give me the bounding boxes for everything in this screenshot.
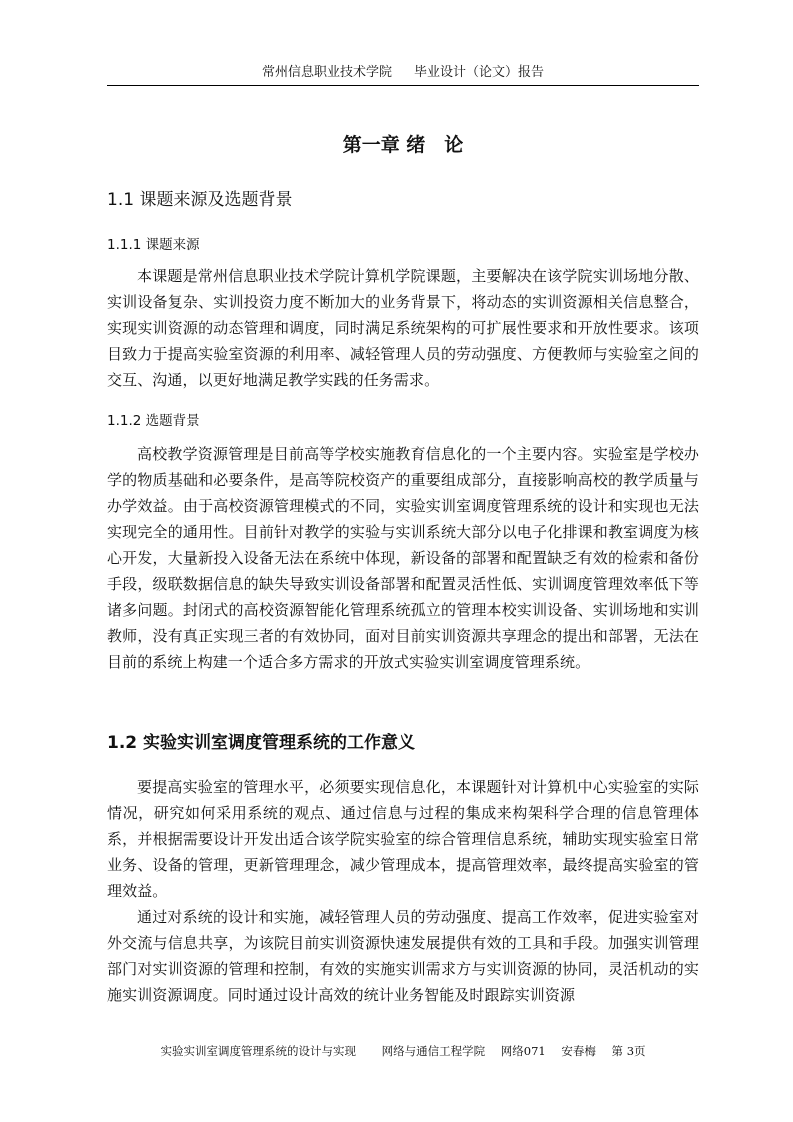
header-report-type: 毕业设计（论文）报告 [414, 65, 545, 80]
header-rule [107, 85, 699, 86]
subsection-heading-1-1-2: 1.1.2 选题背景 [107, 413, 200, 429]
page-footer [107, 1043, 699, 1059]
footer-author: 安春梅 [561, 1044, 596, 1058]
paragraph-significance-2: 通过对系统的设计和实施，减轻管理人员的劳动强度、提高工作效率，促进实验室对外交流与信息共享，为该院目前实训资源快速发展提供有效的工具和手段。加强实训管理部门对实训资源的管理和控制，有效的实施实训需求方与实训资源的协同，灵活机动的实施实训资源调度。同时通过设计高效的统计业务智能及时跟踪实训资源 [107, 908, 699, 1004]
paragraph-topic-source: 本课题是常州信息职业技术学院计算机学院课题，主要解决在该学院实训场地分散、实训设备复杂、实训投资力度不断加大的业务背景下，将动态的实训资源相关信息整合，实现实训资源的动态管理和调度，同时满足系统架构的可扩展性要求和开放性要求。该项目致力于提高实验室资源的利用率、减轻管理人员的劳动强度、方便教师与实验室之间的交互、沟通，以更好地满足教学实践的任务需求。 [107, 267, 699, 389]
footer-college: 网络与通信工程学院 [381, 1044, 486, 1058]
section-heading-1-2: 1.2 实验实训室调度管理系统的工作意义 [107, 733, 416, 753]
paragraph-topic-background: 高校教学资源管理是目前高等学校实施教育信息化的一个主要内容。实验室是学校办学的物质基础和必要条件，是高等院校资产的重要组成部分，直接影响高校的教学质量与办学效益。由于高校资源管理模式的不同，实验实训室调度管理系统的设计和实现也无法实现完全的通用性。目前针对教学的实验与实训系统大部分以电子化排课和教室调度为核心开发，大量新投入设备无法在系统中体现，新设备的部署和配置缺乏有效的检索和备份手段，级联数据信息的缺失导致实训设备部署和配置灵活性低、实训调度管理效率低下等诸多问题。封闭式的高校资源智能化管理系统孤立的管理本校实训设备、实训场地和实训教师，没有真正实现三者的有效协同，面对目前实训资源共享理念的提出和部署，无法在目前的系统上构建一个适合多方需求的开放式实验实训室调度管理系统。 [107, 445, 699, 671]
section-heading-1-1: 1.1 课题来源及选题背景 [107, 190, 293, 210]
subsection-heading-1-1-1: 1.1.1 课题来源 [107, 237, 200, 253]
footer-page-number: 第 3页 [611, 1044, 646, 1058]
header-school: 常州信息职业技术学院 [261, 65, 392, 80]
page-header [107, 64, 699, 82]
footer-class: 网络071 [500, 1044, 546, 1058]
footer-title: 实验实训室调度管理系统的设计与实现 [160, 1044, 356, 1058]
paragraph-significance-1: 要提高实验室的管理水平，必须要实现信息化，本课题针对计算机中心实验室的实际情况，研究如何采用系统的观点、通过信息与过程的集成来构架科学合理的信息管理体系，并根据需要设计开发出适合该学院实验室的综合管理信息系统，辅助实现实验室日常业务、设备的管理，更新管理理念，减少管理成本，提高管理效率，最终提高实验室的管理效益。 [107, 778, 699, 900]
chapter-title: 第一章 绪 论 [342, 134, 464, 156]
